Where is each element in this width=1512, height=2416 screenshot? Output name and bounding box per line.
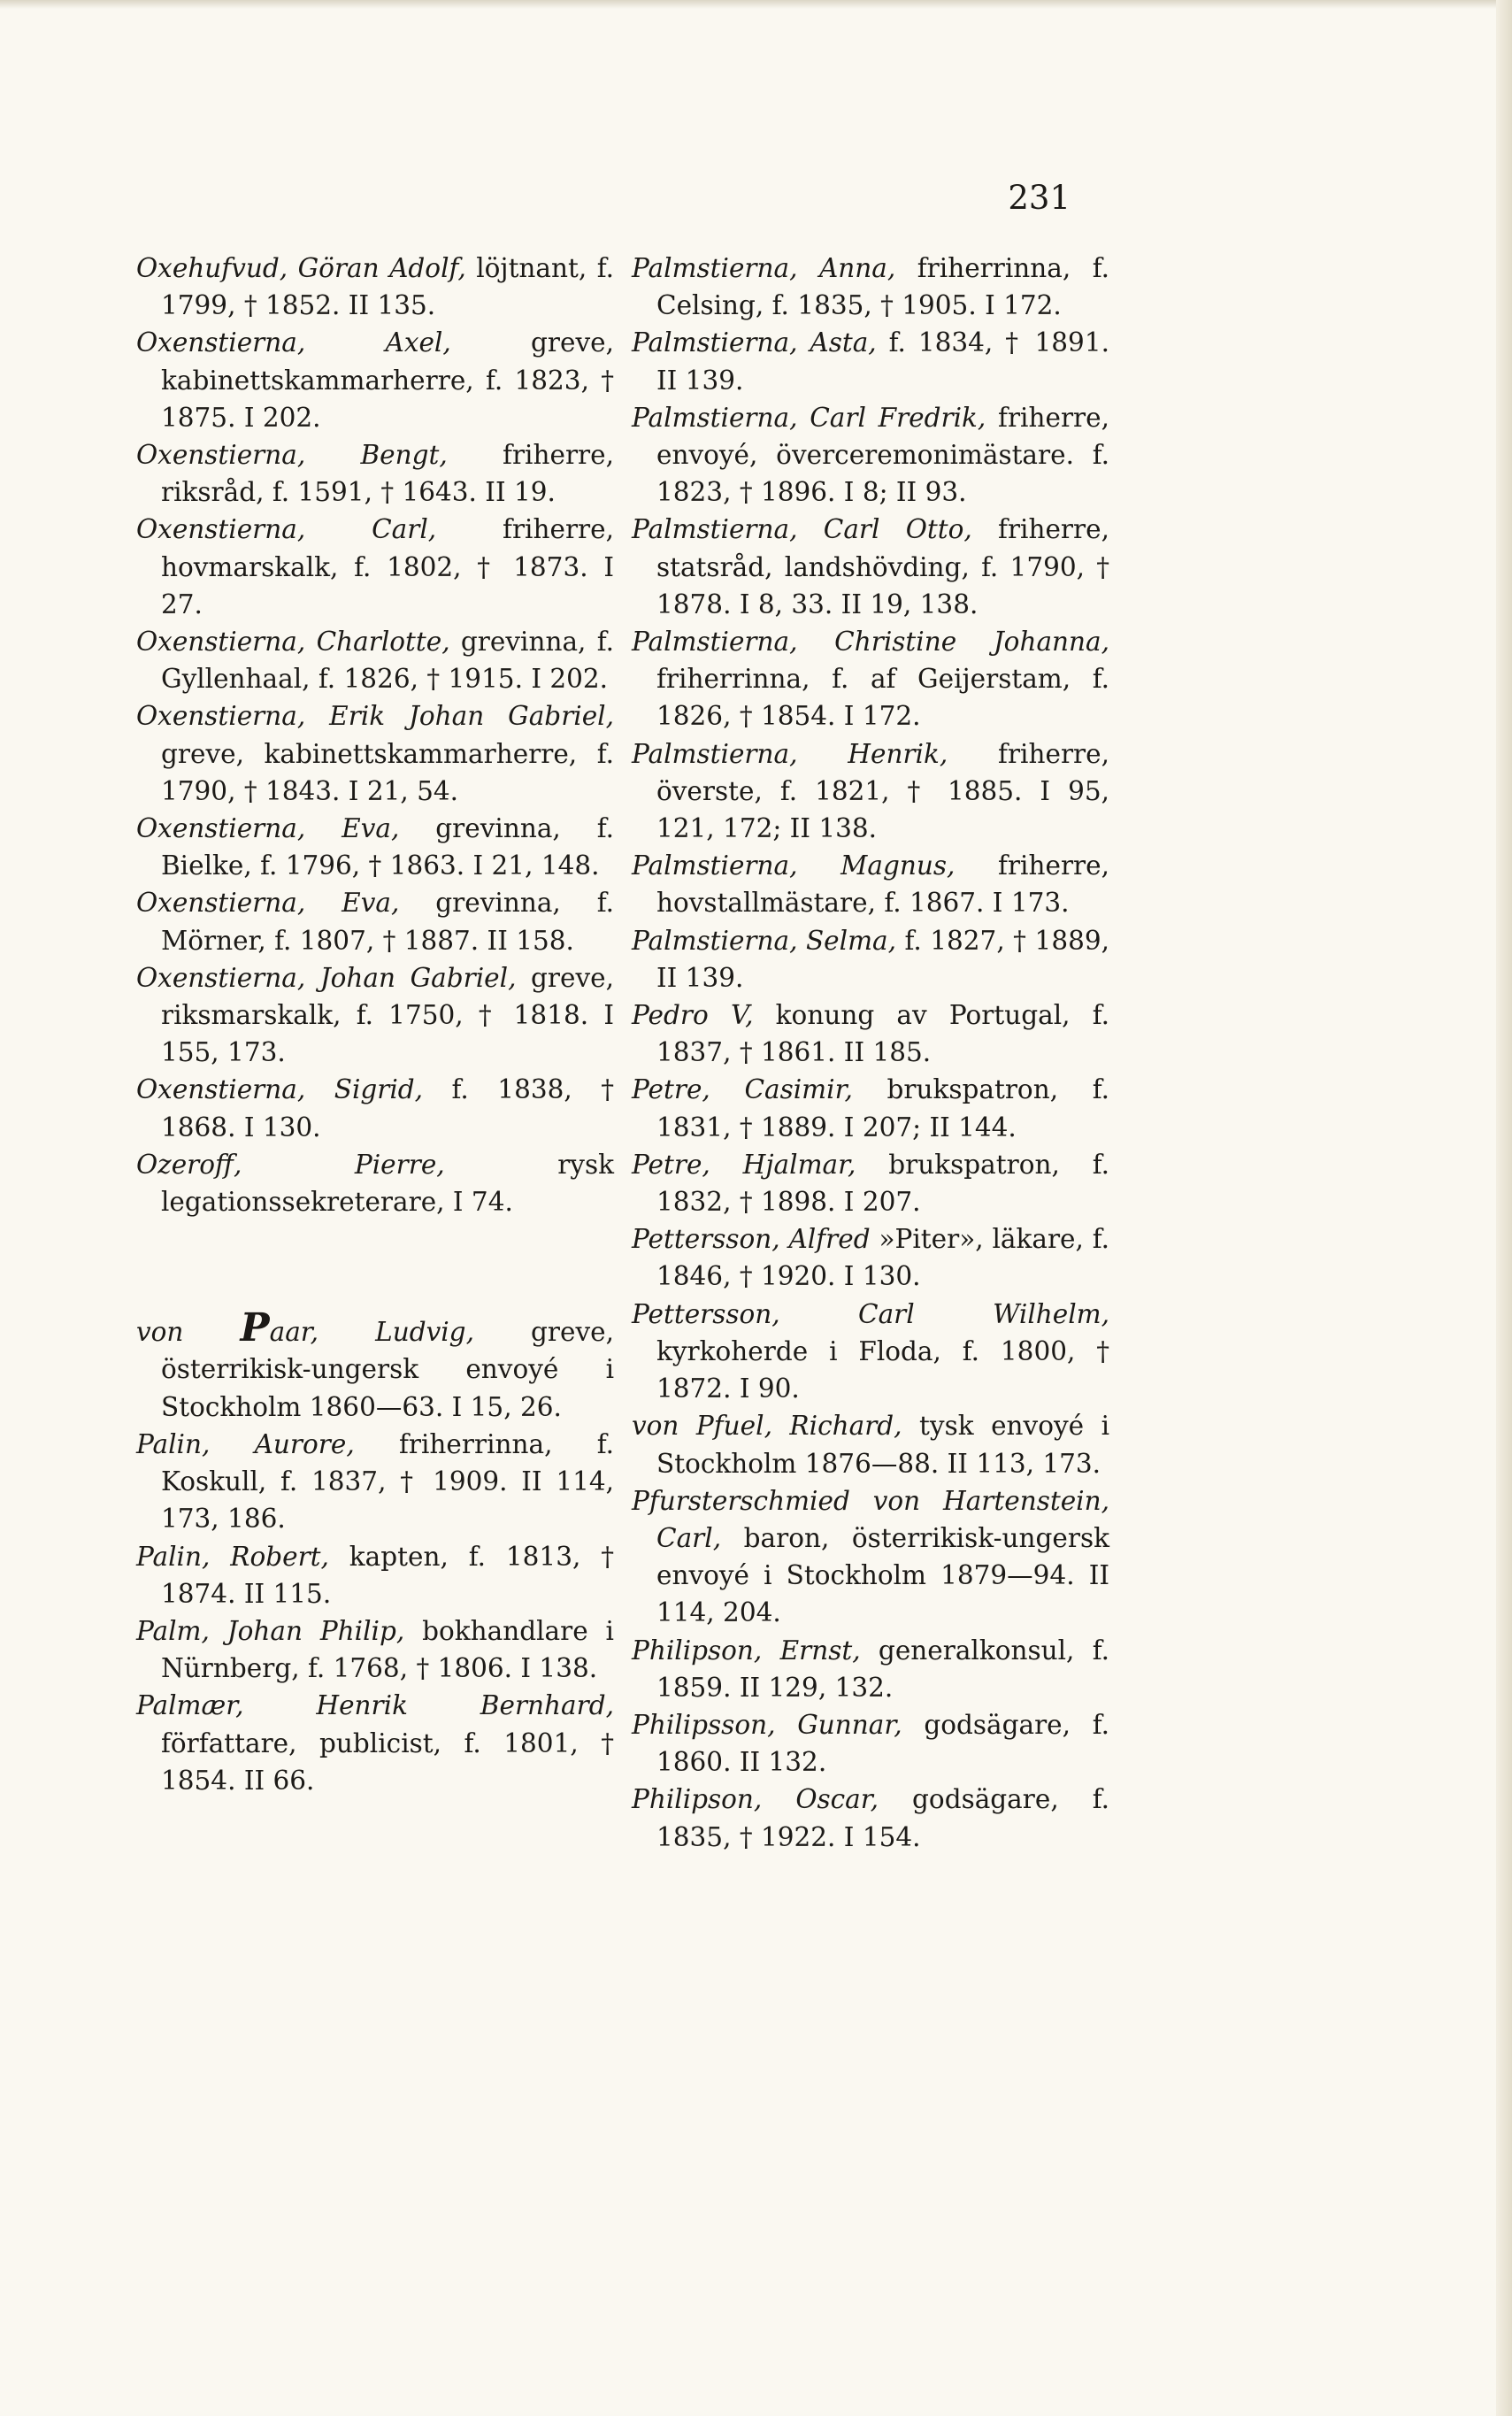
entry-text: »Piter», läkare, f. 1846, † 1920. I 130. — [656, 1224, 1109, 1292]
entry-name: Pfursterschmied von Hartenstein, Carl, — [632, 1485, 1109, 1553]
page-right-edge — [1496, 0, 1512, 2416]
entry-text: godsägare, f. 1835, † 1922. I 154. — [656, 1784, 1109, 1852]
entry-name: Philipsson, Gunnar, — [632, 1709, 902, 1740]
entry-text: tysk envoyé i Stockholm 1876—88. II 113, 173. — [656, 1411, 1109, 1479]
entry-name: Oxenstierna, Eva, — [136, 813, 400, 844]
entry-name: Oxenstierna, Bengt, — [136, 440, 448, 471]
index-entry — [632, 847, 1109, 921]
entry-text: konung av Portugal, f. 1837, † 1861. II 185. — [656, 1000, 1109, 1068]
index-entry — [136, 697, 614, 810]
entry-text: friherre, statsråd, landshövding, f. 1790, † 1878. I 8, 33. II 19, 138. — [656, 514, 1109, 619]
index-entry — [632, 324, 1109, 398]
entry-text: greve, österrikisk-ungersk envoyé i Stockholm 1860—63. I 15, 26. — [161, 1317, 614, 1422]
entry-name: Petre, Hjalmar, — [632, 1149, 856, 1180]
index-entry — [632, 1781, 1109, 1855]
entry-name: Oxenstierna, Eva, — [136, 888, 400, 919]
entry-text: baron, österrikisk-ungersk envoyé i Stockholm 1879—94. II 114, 204. — [656, 1522, 1109, 1628]
entry-name: Palm, Johan Philip, — [136, 1615, 405, 1646]
index-entry — [632, 623, 1109, 735]
entry-text: friherrinna, f. af Geijerstam, f. 1826, † 1854. I 172. — [656, 664, 1109, 732]
entry-name: aar, Ludvig, — [269, 1317, 474, 1348]
entry-text: bokhandlare i Nürnberg, f. 1768, † 1806. I 138. — [161, 1615, 614, 1684]
entry-text: friherre, hovstallmästare, f. 1867. I 173. — [656, 850, 1109, 919]
entry-name: Palmstierna, Magnus, — [632, 850, 956, 881]
entry-text: friherre, envoyé, överceremonimästare. f. 1823, † 1896. I 8; II 93. — [656, 402, 1109, 508]
page-number: 231 — [1008, 179, 1071, 217]
entry-name: Palin, Aurore, — [136, 1428, 355, 1459]
entry-text: f. 1838, † 1868. I 130. — [161, 1074, 615, 1143]
entry-name: Palmstierna, Carl Fredrik, — [632, 402, 986, 433]
index-entry — [136, 884, 614, 958]
entry-name: Philipson, Ernst, — [632, 1635, 861, 1666]
index-entry — [136, 623, 614, 697]
index-entry — [632, 399, 1109, 512]
entry-text: godsägare, f. 1860. II 132. — [656, 1709, 1109, 1778]
entry-text: greve, kabinettskammarherre, f. 1790, † 1843. I 21, 54. — [161, 738, 614, 806]
entry-name: Pettersson, Carl Wilhelm, — [632, 1298, 1109, 1329]
index-entry — [632, 735, 1109, 848]
index-entry — [632, 1482, 1109, 1632]
entry-text: författare, publicist, f. 1801, † 1854. II 66. — [161, 1727, 614, 1796]
index-entry — [632, 1706, 1109, 1781]
index-entry — [632, 922, 1109, 996]
entry-text: friherre, överste, f. 1821, † 1885. I 95, 121, 172; II 138. — [656, 738, 1109, 844]
entry-name: Oxenstierna, Erik Johan Gabriel, — [136, 701, 614, 732]
entry-name: Oxenstierna, Axel, — [136, 327, 451, 358]
index-entry — [632, 1407, 1109, 1481]
index-entry — [136, 1612, 614, 1687]
index-entry — [136, 810, 614, 884]
entry-text: grevinna, f. Gyllenhaal, f. 1826, † 1915. I 202. — [161, 627, 615, 695]
section-initial: P — [240, 1305, 270, 1351]
page-top-shadow — [0, 0, 1512, 9]
entry-text: grevinna, f. Bielke, f. 1796, † 1863. I 21, 148. — [161, 813, 614, 881]
index-entry — [136, 959, 614, 1072]
entry-text: kapten, f. 1813, † 1874. II 115. — [161, 1541, 614, 1609]
entry-name: Pedro V, — [632, 1000, 754, 1031]
entry-text: friherrinna, f. Koskull, f. 1837, † 1909. II 114, 173, 186. — [161, 1428, 614, 1535]
index-entry — [632, 1296, 1109, 1408]
index-entry — [632, 1632, 1109, 1706]
index-entry — [632, 1146, 1109, 1220]
entry-text: friherrinna, f. Celsing, f. 1835, † 1905. I 172. — [656, 253, 1110, 321]
index-entry — [136, 324, 614, 436]
entry-name: Palmstierna, Asta, — [632, 327, 877, 358]
entry-text: brukspatron, f. 1831, † 1889. I 207; II 144. — [656, 1074, 1109, 1143]
index-entry — [632, 250, 1109, 324]
entry-name: Palmstierna, Christine Johanna, — [632, 627, 1109, 658]
entry-text: greve, kabinettskammarherre, f. 1823, † 1875. I 202. — [161, 327, 614, 433]
entry-text: löjtnant, f. 1799, † 1852. II 135. — [161, 253, 614, 321]
entry-text: grevinna, f. Mörner, f. 1807, † 1887. II 158. — [161, 888, 614, 956]
index-entry — [632, 511, 1109, 623]
entry-name: Palmstierna, Carl Otto, — [632, 514, 972, 545]
entry-text: f. 1834, † 1891. II 139. — [656, 327, 1109, 396]
index-entry — [136, 436, 614, 511]
index-entry — [136, 1687, 614, 1799]
entry-name: Oxenstierna, Carl, — [136, 514, 437, 545]
entry-text: rysk legationssekreterare, I 74. — [161, 1149, 614, 1218]
index-entry — [136, 250, 614, 324]
entry-name: Palin, Robert, — [136, 1541, 329, 1572]
index-entry — [136, 1071, 614, 1145]
entry-text: greve, riksmarskalk, f. 1750, † 1818. I 155, 173. — [161, 962, 614, 1068]
entry-name: Palmstierna, Henrik, — [632, 738, 948, 769]
index-entry — [136, 1146, 614, 1220]
entry-name: Petre, Casimir, — [632, 1074, 853, 1105]
entry-lead: von — [136, 1317, 241, 1348]
index-entry — [136, 1538, 614, 1612]
entry-text: brukspatron, f. 1832, † 1898. I 207. — [656, 1149, 1109, 1218]
entry-name: Pettersson, Alfred — [632, 1224, 871, 1255]
entry-name: Oxenstierna, Charlotte, — [136, 627, 450, 658]
entry-text: f. 1827, † 1889, II 139. — [656, 925, 1109, 993]
entry-name: Oxenstierna, Johan Gabriel, — [136, 962, 517, 993]
entry-text: friherre, riksråd, f. 1591, † 1643. II 19. — [161, 440, 614, 508]
right-column — [632, 250, 1109, 1856]
entry-name: Philipson, Oscar, — [632, 1784, 879, 1815]
index-entry — [136, 511, 614, 623]
entry-name: Palmstierna, Anna, — [632, 253, 896, 283]
entry-name: von Pfuel, Richard, — [632, 1411, 902, 1442]
entry-text: friherre, hovmarskalk, f. 1802, † 1873. I 27. — [161, 514, 614, 619]
entry-name: Oxehufvud, Göran Adolf, — [136, 253, 466, 283]
entry-text: kyrkoherde i Floda, f. 1800, † 1872. I 90. — [656, 1335, 1109, 1404]
entry-name: Oxenstierna, Sigrid, — [136, 1074, 424, 1105]
entry-name: Ozeroff, Pierre, — [136, 1149, 445, 1180]
entry-name: Palmstierna, Selma, — [632, 925, 897, 956]
entry-name: Palmær, Henrik Bernhard, — [136, 1690, 614, 1721]
index-entry — [632, 1071, 1109, 1145]
entry-text: generalkonsul, f. 1859. II 129, 132. — [656, 1635, 1109, 1703]
left-column — [136, 250, 614, 1799]
index-entry — [136, 1426, 614, 1538]
index-entry — [632, 996, 1109, 1071]
index-entry — [136, 1305, 614, 1426]
index-entry — [632, 1220, 1109, 1295]
